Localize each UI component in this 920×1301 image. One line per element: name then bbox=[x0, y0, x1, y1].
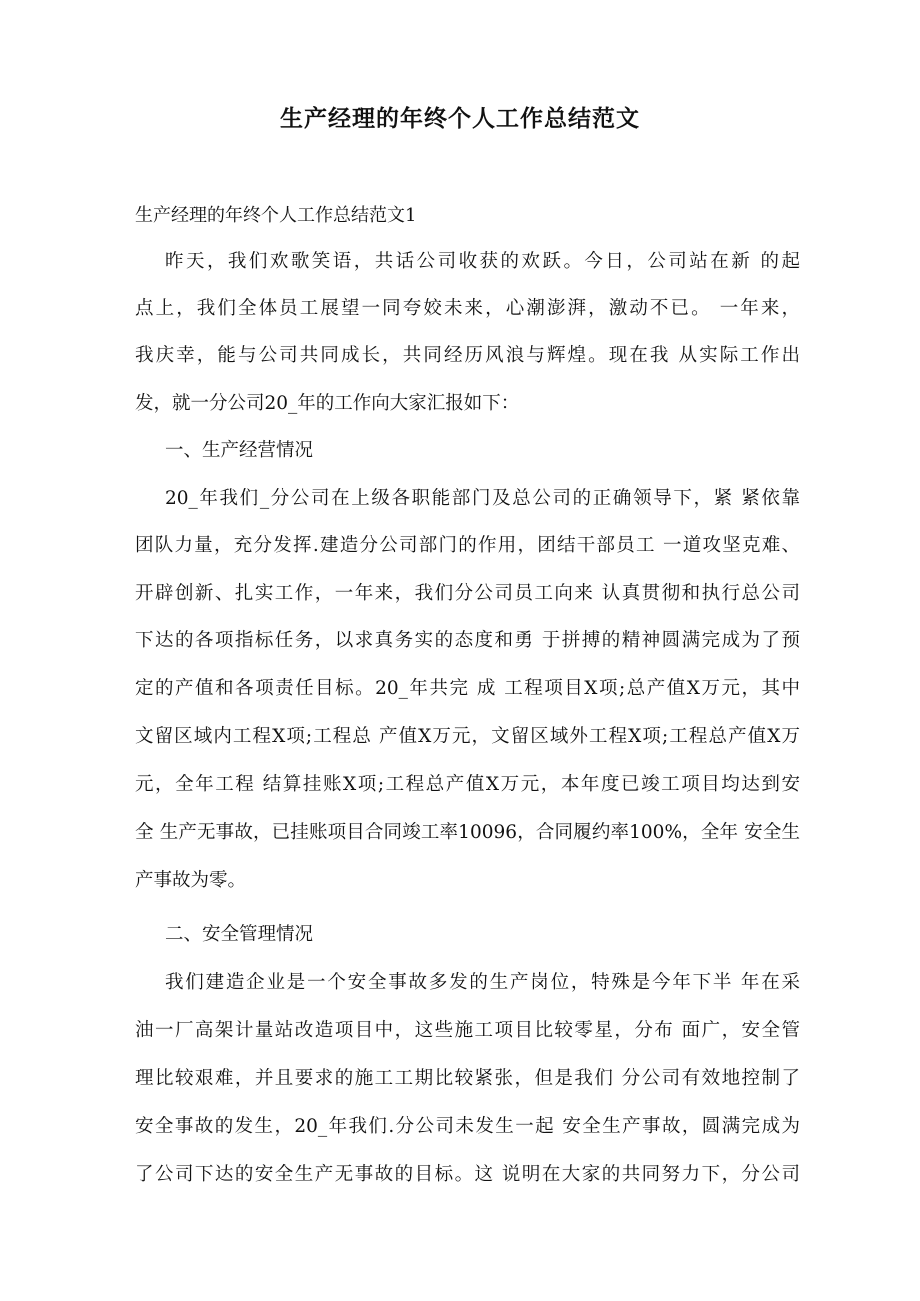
paragraph-line: 我们建造企业是一个安全事故多发的生产岗位，特殊是今年下半 年在采 bbox=[165, 972, 800, 993]
paragraph-line: 文留区域内工程X项;工程总 产值X万元，文留区域外工程X项;工程总产值X万 bbox=[135, 726, 800, 747]
paragraph-line: 产事故为零。 bbox=[135, 870, 247, 891]
paragraph-line: 点上，我们全体员工展望一同夸姣未来，心潮澎湃，激动不已。 一年来， bbox=[135, 298, 800, 319]
paragraph-line: 昨天，我们欢歌笑语，共话公司收获的欢跃。今日，公司站在新 的起 bbox=[165, 251, 800, 272]
paragraph-line: 理比较艰难，并且要求的施工工期比较紧张，但是我们 分公司有效地控制了 bbox=[135, 1068, 800, 1089]
document-title: 生产经理的年终个人工作总结范文 bbox=[280, 105, 640, 132]
paragraph-line: 我庆幸，能与公司共同成长，共同经历风浪与辉煌。现在我 从实际工作出 bbox=[135, 345, 800, 366]
paragraph-line: 全 生产无事故，已挂账项目合同竣工率10096，合同履约率100%，全年 安全生 bbox=[135, 822, 800, 843]
paragraph-line: 定的产值和各项责任目标。20_年共完 成 工程项目X项;总产值X万元，其中 bbox=[135, 678, 800, 699]
section-heading: 一、生产经营情况 bbox=[165, 440, 314, 461]
paragraph-line: 下达的各项指标任务，以求真务实的态度和勇 于拼搏的精神圆满完成为了预 bbox=[135, 630, 800, 651]
paragraph-line: 安全事故的发生，20_年我们.分公司未发生一起 安全生产事故，圆满完成为 bbox=[135, 1116, 800, 1137]
paragraph-line: 发，就一分公司20_年的工作向大家汇报如下： bbox=[135, 393, 520, 414]
paragraph-line: 了公司下达的安全生产无事故的目标。这 说明在大家的共同努力下，分公司 bbox=[135, 1164, 800, 1185]
paragraph-line: 20_年我们_分公司在上级各职能部门及总公司的正确领导下，紧 紧依靠 bbox=[165, 488, 800, 509]
paragraph-line: 油一厂高架计量站改造项目中，这些施工项目比较零星，分布 面广，安全管 bbox=[135, 1020, 800, 1041]
document-subtitle: 生产经理的年终个人工作总结范文1 bbox=[135, 205, 417, 226]
paragraph-line: 元，全年工程 结算挂账X项;工程总产值X万元，本年度已竣工项目均达到安 bbox=[135, 774, 800, 795]
paragraph-line: 团队力量，充分发挥.建造分公司部门的作用，团结干部员工 一道攻坚克难、 bbox=[135, 535, 800, 556]
paragraph-line: 开辟创新、扎实工作，一年来，我们分公司员工向来 认真贯彻和执行总公司 bbox=[135, 583, 800, 604]
section-heading: 二、安全管理情况 bbox=[165, 924, 314, 945]
